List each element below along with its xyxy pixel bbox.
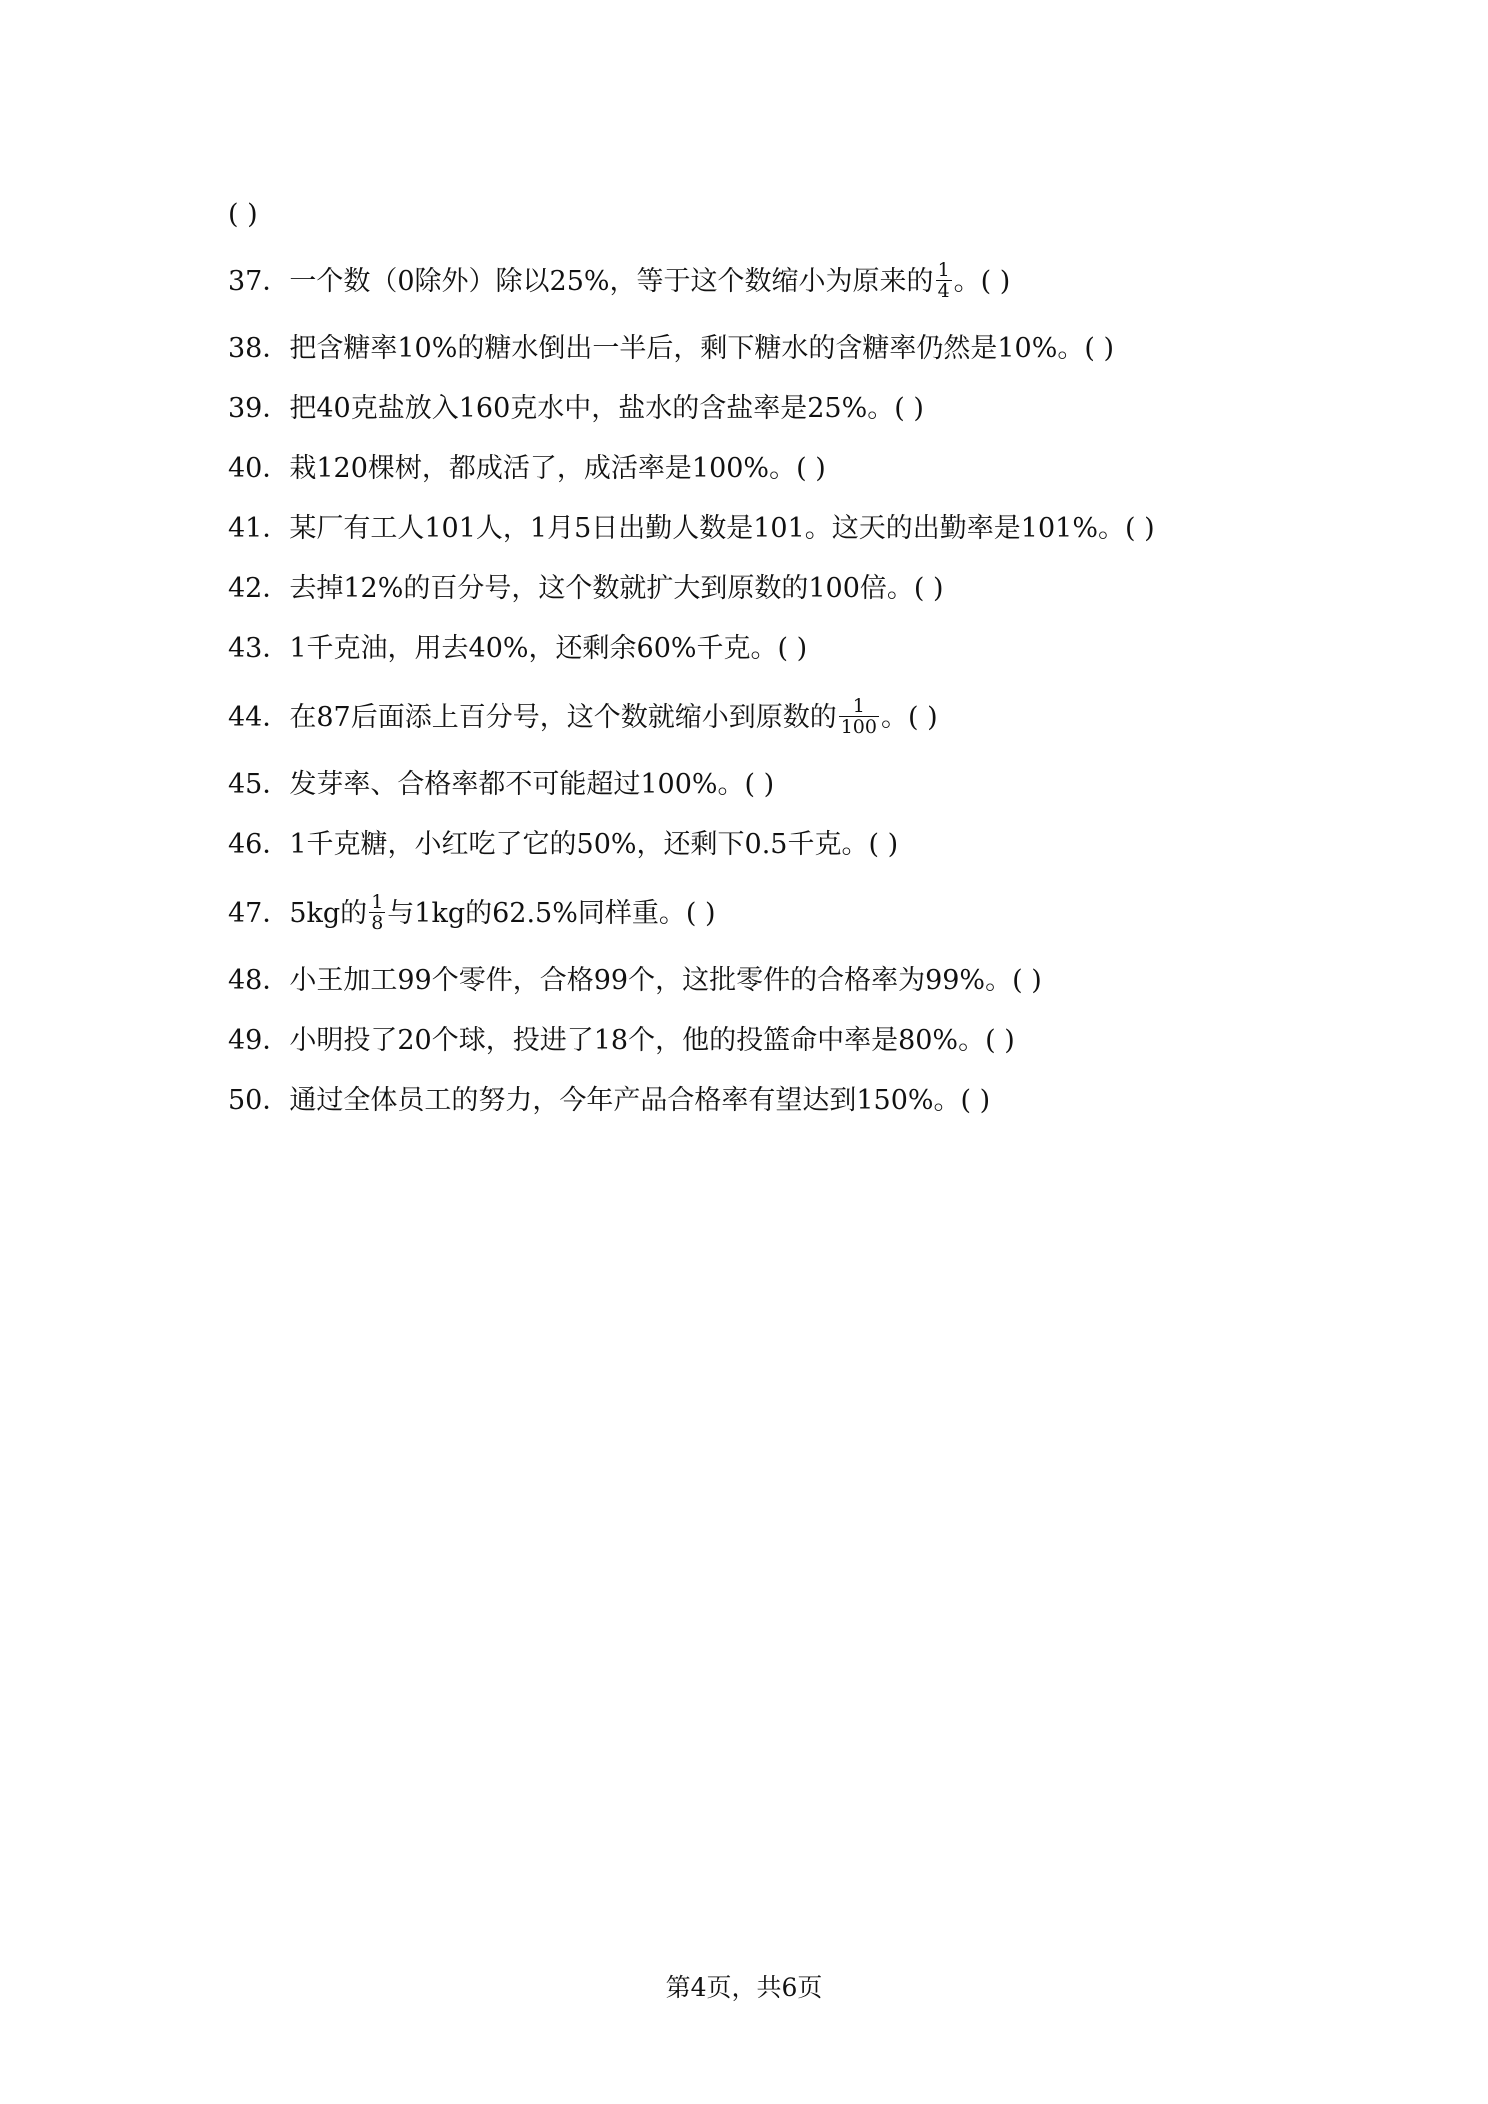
- question-47: 47．5kg的 $\frac{1}{8}$ 与1kg的62.5%同样重。( ): [228, 891, 716, 934]
- fraction-one-quarter: $\frac{1}{4}$: [937, 259, 950, 302]
- question-41: 41．某厂有工人101人，1月5日出勤人数是101。这天的出勤率是101%。( ): [228, 513, 1155, 544]
- question-39: 39．把40克盐放入160克水中，盐水的含盐率是25%。( ): [228, 393, 924, 424]
- question-42: 42．去掉12%的百分号，这个数就扩大到原数的100倍。( ): [228, 573, 944, 604]
- question-48: 48．小王加工99个零件，合格99个，这批零件的合格率为99%。( ): [228, 965, 1042, 996]
- question-40: 40．栽120棵树，都成活了，成活率是100%。( ): [228, 453, 826, 484]
- fraction-one-hundredth: $\frac{1}{100}$: [840, 695, 877, 738]
- question-49: 49．小明投了20个球，投进了18个，他的投篮命中率是80%。( ): [228, 1025, 1015, 1056]
- question-38: 38．把含糖率10%的糖水倒出一半后，剩下糖水的含糖率仍然是10%。( ): [228, 333, 1115, 364]
- question-46: 46．1千克糖，小红吃了它的50%，还剩下0.5千克。( ): [228, 829, 899, 860]
- question-44: 44．在87后面添上百分号，这个数就缩小到原数的 $\frac{1}{100}$ 。( ): [228, 695, 938, 738]
- page-number-footer: 第4页，共6页: [665, 1973, 823, 2002]
- fraction-one-eighth: $\frac{1}{8}$: [371, 891, 384, 934]
- leading-bracket: ( ): [228, 199, 258, 230]
- question-45: 45．发芽率、合格率都不可能超过100%。( ): [228, 769, 775, 800]
- question-43: 43．1千克油，用去40%，还剩余60%千克。( ): [228, 633, 808, 664]
- question-50: 50．通过全体员工的努力，今年产品合格率有望达到150%。( ): [228, 1085, 991, 1116]
- question-37: 37．一个数（0除外）除以25%，等于这个数缩小为原来的 $\frac{1}{4}$ 。( ): [228, 259, 1011, 302]
